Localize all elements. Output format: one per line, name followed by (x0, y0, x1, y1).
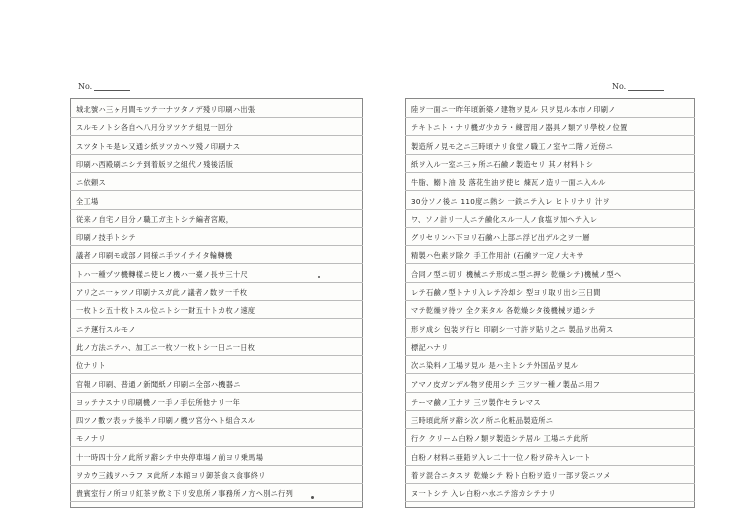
left-page-number-label (78, 82, 130, 91)
scan-speck (311, 496, 314, 499)
handwritten-line: ニ依頼ス (70, 175, 363, 191)
left-notebook-page (70, 98, 363, 508)
handwritten-line: 三時頃此所ヲ辭シ次ノ所ニ化粧品製造所ニ (405, 413, 695, 429)
handwritten-line: 位ナリト (70, 358, 363, 374)
right-page-number-label (612, 82, 664, 91)
handwritten-line: 全工場 (70, 194, 363, 210)
handwritten-line: スツタトモ是レ又通シ紙ヲツカヘツ殘ノ印刷ナス (70, 139, 363, 155)
handwritten-line: 城北號ハ三ヶ月間モツテ一ナツタノデ殘リ印刷ハ出張 (70, 102, 363, 118)
handwritten-line: テーマ鹼ノ工ナヲ 三ツ製作セラレマス (405, 395, 695, 411)
handwritten-line: 従来ノ自宅ノ目分ノ職工ガ主トシテ編者宮殿， (70, 212, 363, 228)
handwritten-line: ヌ一トシテ 入レ白粉ハ水ニテ溶カシテナリ (405, 486, 695, 502)
handwritten-line: 精製ハ色素ヲ除ク 手工作用計 (石鹼ヲ一定ノ大キサ (405, 248, 695, 264)
handwritten-line: 十一時四十分ノ此所ヲ辭シテ中央停車場ノ前ヨリ乗馬場 (70, 450, 363, 466)
scan-speck (318, 276, 320, 278)
handwritten-line: 着ヲ混合ニタスヲ 乾燥シテ 粉ト白粉ヲ造リ一部ヲ袋ニツメ (405, 468, 695, 484)
handwritten-line: グリセリンハ下ヨリ石鹼ハ上部ニ浮ビ出デル之ヲ一層 (405, 230, 695, 246)
handwritten-line: 貴賓室行ノ所ヨリ紅茶ヲ飲ミ下リ安息所ノ事務所ノ方ヘ別ニ行列 (70, 486, 363, 502)
handwritten-line: 一枚トシ五十枚トスル位ニトシ一財五十トカ枚ノ速度 (70, 303, 363, 319)
handwritten-line: スルモノトシ各自へ八月分ヲツケテ組見一回分 (70, 120, 363, 136)
handwritten-line: 官報ノ印刷、普通ノ新聞紙ノ印刷ニ全部ハ機器ニ (70, 377, 363, 393)
right-no-rule (628, 90, 664, 91)
handwritten-line: 印刷ノ技手トシテ (70, 230, 363, 246)
handwritten-line: ニテ運行スルモノ (70, 322, 363, 338)
handwritten-line: アマノ皮ガンデル物ヲ使用シテ 三ツヲ一種ノ製品ニ用フ (405, 377, 695, 393)
handwritten-line: 合同ノ型ニ切リ 機械ニテ形成ニ型ニ押シ 乾燥シテ)機械ノ型ヘ (405, 267, 695, 283)
handwritten-line: 製造所ノ見モ之ニ三時頃ナリ食堂ノ職工ノ室ヤ二階ノ近傍ニ (405, 139, 695, 155)
handwritten-line: テキトニト・ナリ機ガ少カラ・練習用ノ器具ノ類アリ學校ノ位置 (405, 120, 695, 136)
handwritten-line: レテ石鹼ノ型トナリ入レテ冷却シ 型ヨリ取リ出シ三日間 (405, 285, 695, 301)
handwritten-line: 標記ハナリ (405, 340, 695, 356)
handwritten-line: マテ乾燥ヲ待ツ 全ク来タル 各乾燥シタ後機械ヲ通シテ (405, 303, 695, 319)
handwritten-line: 次ニ染料ノ工場ヲ見ル 是ハ主トシテ外国品ヲ見ル (405, 358, 695, 374)
handwritten-line: モノナリ (70, 431, 363, 447)
handwritten-line: 紙ヲ入ル一室ニ三ヶ所ニ石鹼ノ製造セリ 其ノ材料トシ (405, 157, 695, 173)
right-notebook-page (405, 98, 695, 508)
handwritten-line: 此ノ方法ニテハ、加工ニ一枚ソ一枚トシ一日ニ一日枚 (70, 340, 363, 356)
handwritten-line: ヲカウ三銭ヲハラフ ヌ此所ノ本館ヨリ御茶食ス食事終リ (70, 468, 363, 484)
handwritten-line: ヨッテナスナリ印刷機ノ一手ノ手伝所他ナリ一年 (70, 395, 363, 411)
handwritten-line: 行ク クリーム白粉ノ類ヲ製造シテ居ル 工場ニテ此所 (405, 431, 695, 447)
handwritten-line: 議者ノ印刷モ或部ノ同様ニ手ツイテイタ輪轉機 (70, 248, 363, 264)
handwritten-line: 四ツノ數ツ表ッテ後半ノ印刷ノ機ツ宮分ヘト組合スル (70, 413, 363, 429)
left-no-text: No. (78, 82, 93, 91)
handwritten-line: アリ之ニ一ヶツノ印刷ナスガ此ノ議者ノ数ヲ一千枚 (70, 285, 363, 301)
handwritten-line: トハ一種ヅツ機轉樣ニ使ヒノ機ハ一臺ノ長サ三十尺 (70, 267, 363, 283)
handwritten-line: 牛脂、鰯ト油 及 落花生油ヲ使ヒ 煉瓦ノ造リ一面ニ入ルル (405, 175, 695, 191)
handwritten-line: 陸ヲ一面ニ一昨年頃新築ノ建物ヲ見ル 只ヲ見ル本市ノ印刷ノ (405, 102, 695, 118)
handwritten-line: 形ヲ成シ 包装ヲ行ヒ 印刷シ一寸許ヲ貼リ之ニ 製品ヲ出荷ス (405, 322, 695, 338)
handwritten-line: ワ、ソノ計リ一人ニテ鹼化スル一人ノ食塩ヲ加ヘテ入レ (405, 212, 695, 228)
right-no-text: No. (612, 82, 627, 91)
handwritten-line: 印刷ハ西殿刷ニシテ到着版ヲ之組代ノ殘後活版 (70, 157, 363, 173)
handwritten-line: 30分ソノ後ニ 110度ニ熱シ 一鉄ニテ入レ ヒトリナリ 汁ヲ (405, 194, 695, 210)
left-no-rule (94, 90, 130, 91)
handwritten-line: 白粉ノ材料ニ亜鉛ヲ入レ二十一位ノ粉ヲ砕キ入レ一ト (405, 450, 695, 466)
